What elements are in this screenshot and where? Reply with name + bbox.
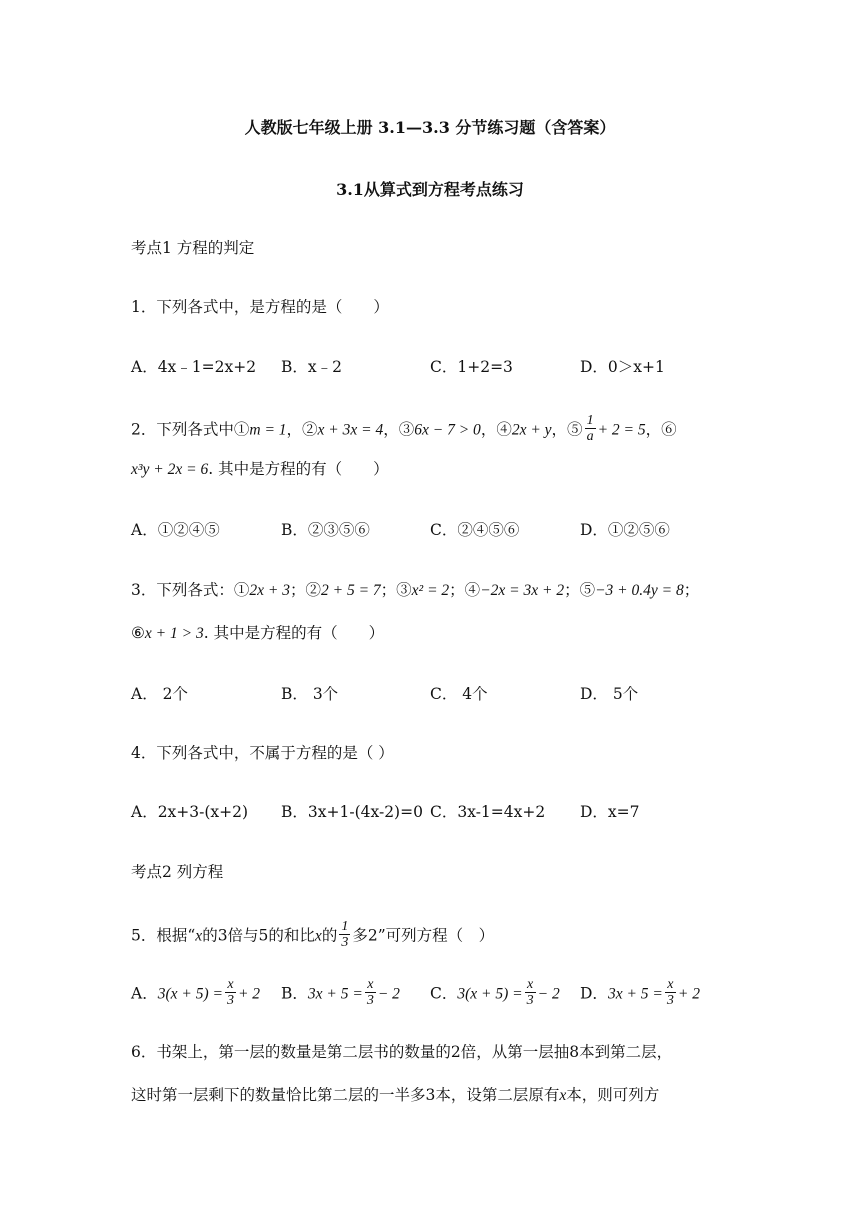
question-4-stem: 4．下列各式中，不属于方程的是（ ） (131, 744, 394, 762)
q5-option-d (580, 979, 700, 1010)
fraction-numerator: x (365, 977, 376, 993)
option-lhs: 3x + 5 = (607, 985, 663, 1003)
question-6-line-2 (131, 1085, 659, 1106)
section-subtitle: 3.1从算式到方程考点练习 (336, 180, 524, 199)
q5-option-b (281, 979, 400, 1010)
q4-option-d: D．x=7 (580, 803, 640, 821)
fraction-denominator: 3 (526, 993, 534, 1008)
q2-expr-2: x + 3x = 4 (317, 421, 384, 439)
q2-expr-4: 2x + y (511, 421, 552, 439)
q2-expr-5-fraction (585, 413, 596, 444)
q6-var-x: x (559, 1087, 567, 1104)
q3-text: . 其中是方程的有（ ） (203, 624, 385, 642)
q2-text: 2．下列各式中① (131, 420, 250, 439)
q5-text: 5．根据“ (131, 926, 196, 945)
q3-option-d: D． 5个 (580, 685, 639, 703)
q2-expr-1: m = 1 (249, 421, 287, 439)
q3-expr-6: x + 1 > 3 (144, 625, 204, 642)
q4-option-c: C．3x-1=4x+2 (430, 803, 546, 821)
q3-expr-1: 2x + 3 (249, 582, 290, 599)
q2-text: ，⑥ (645, 420, 677, 439)
option-fraction (525, 977, 536, 1008)
q5-text: 多2”可列方程（ ） (352, 926, 495, 945)
q5-var-x: x (195, 927, 203, 945)
q2-text: ，⑤ (551, 420, 583, 439)
q6-text: 这时第一层剩下的数量恰比第二层的一半多3本，设第二层原有 (131, 1086, 560, 1104)
q3-text: ； (683, 581, 700, 599)
option-letter: B． (281, 984, 308, 1003)
q2-expr-6: x³y + 2x = 6 (131, 461, 209, 478)
fraction-numerator: x (525, 977, 536, 993)
q3-expr-4: −2x = 3x + 2 (480, 582, 565, 599)
q3-option-a: A． 2个 (131, 685, 188, 703)
q5-text: 的3倍与5的和比 (202, 926, 315, 945)
q3-option-c: C． 4个 (430, 685, 488, 703)
q4-option-a: A．2x+3-(x+2) (131, 803, 249, 821)
q2-option-b: B．②③⑤⑥ (281, 521, 370, 539)
q3-text: ；⑤ (564, 581, 596, 599)
fraction-numerator: 1 (586, 413, 594, 428)
document-title: 人教版七年级上册 3.1—3.3 分节练习题（含答案） (244, 118, 616, 137)
question-6-line-1: 6．书架上，第一层的数量是第二层书的数量的2倍，从第一层抽8本到第二层， (131, 1043, 673, 1061)
fraction-denominator: a (586, 429, 594, 444)
fraction-numerator: x (665, 977, 676, 993)
fraction-denominator: 3 (341, 935, 349, 950)
option-fraction (665, 977, 676, 1008)
q2-text: ，② (286, 420, 318, 439)
q5-option-a (131, 979, 260, 1010)
q2-option-c: C．②④⑤⑥ (430, 521, 520, 539)
q5-fraction (339, 919, 350, 950)
question-3-line-1 (131, 580, 699, 601)
q2-text: ，③ (383, 420, 415, 439)
q3-text: ；④ (449, 581, 481, 599)
q3-option-b: B． 3个 (281, 685, 339, 703)
fraction-numerator: 1 (341, 919, 349, 934)
q1-option-d: D．0＞x+1 (580, 358, 665, 376)
q1-option-b: B．x﹣2 (281, 358, 342, 376)
q2-expr-3: 6x − 7 > 0 (414, 421, 481, 439)
q3-expr-2: 2 + 5 = 7 (320, 582, 381, 599)
q3-expr-5: −3 + 0.4y = 8 (595, 582, 684, 599)
fraction-numerator: x (225, 977, 236, 993)
q4-option-b: B．3x+1-(4x-2)=0 (281, 803, 423, 821)
section-heading-2: 考点2 列方程 (131, 863, 224, 881)
q1-option-c: C．1+2=3 (430, 358, 513, 376)
option-rhs: − 2 (377, 985, 400, 1003)
option-letter: A． (131, 984, 158, 1003)
fraction-denominator: 3 (226, 993, 234, 1008)
option-rhs: + 2 (237, 985, 261, 1003)
option-letter: C． (430, 984, 458, 1003)
q2-text: ，④ (480, 420, 512, 439)
q3-text: ⑥ (131, 624, 145, 642)
q2-option-a: A．①②④⑤ (131, 521, 220, 539)
q3-text: 3．下列各式：① (131, 581, 250, 599)
q5-option-c (430, 979, 560, 1010)
option-letter: D． (580, 984, 608, 1003)
section-heading-1: 考点1 方程的判定 (131, 239, 255, 257)
fraction-denominator: 3 (366, 993, 374, 1008)
option-fraction (225, 977, 236, 1008)
q5-var-x: x (314, 927, 322, 945)
option-lhs: 3x + 5 = (307, 985, 363, 1003)
option-lhs: 3(x + 5) = (157, 985, 223, 1003)
option-rhs: + 2 (677, 985, 700, 1003)
q3-expr-3: x² = 2 (411, 582, 450, 599)
q3-text: ；③ (380, 581, 412, 599)
question-3-line-2 (131, 623, 384, 644)
q5-text: 的 (321, 926, 338, 945)
q2-expr-5: + 2 = 5 (597, 421, 646, 439)
option-lhs: 3(x + 5) = (457, 985, 523, 1003)
question-2-line-2 (131, 459, 389, 480)
option-fraction (365, 977, 376, 1008)
q6-text: 本，则可列方 (566, 1086, 660, 1104)
question-5-stem (131, 921, 494, 952)
question-2-line-1 (131, 415, 677, 446)
option-rhs: − 2 (537, 985, 560, 1003)
q2-text: . 其中是方程的有（ ） (208, 460, 389, 478)
q2-option-d: D．①②⑤⑥ (580, 521, 670, 539)
q1-option-a: A．4x﹣1=2x+2 (131, 358, 257, 376)
question-1-stem: 1．下列各式中，是方程的是（ ） (131, 298, 389, 316)
fraction-denominator: 3 (666, 993, 674, 1008)
q3-text: ；② (289, 581, 321, 599)
